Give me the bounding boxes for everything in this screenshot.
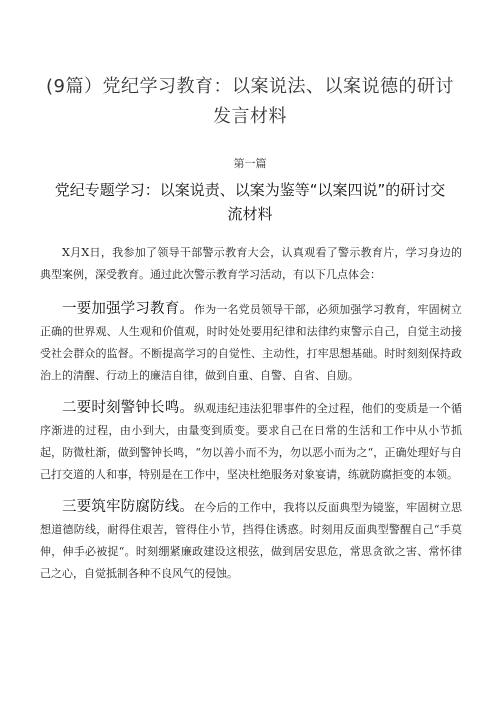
section-label: 第一篇 xyxy=(233,157,267,170)
point-paragraph-3 xyxy=(40,496,462,585)
point-text-1: 作为一名党员领导干部，必须加强学习教育，牢固树立正确的世界观、人生观和价值观，时时处处要用纪律和法律约束警示自己，自觉主动接受社会群众的监督。不断提高学习的自觉性、主动性，打牢思想基础。时时刻刻保持政治上的清醒、行动上的廉洁自律，做到自重、自警、自省、自励。 xyxy=(40,303,462,382)
point-lead-1: 一要加强学习教育。 xyxy=(62,301,195,317)
intro-paragraph: X月X日，我参加了领导干部警示教育大会，认真观看了警示教育片，学习身边的典型案例，深受教育。通过此次警示教育学习活动，有以下几点体会： xyxy=(40,246,462,281)
point-lead-3: 三要筑牢防腐防线。 xyxy=(62,499,195,515)
point-text-3: 在今后的工作中，我将以反面典型为镜鉴，牢固树立思想道德防线，耐得住艰苦，管得住小节，挡得住诱惑。时刻用反面典型警醒自己“手莫伸，伸手必被捉“。时刻绷紧廉政建设这根弦，做到居安思危，常思贪欲之害、常怀律己之心，自觉抵制各种不良风气的侵蚀。 xyxy=(40,501,462,580)
document-title: (9篇）党纪学习教育：以案说法、以案说德的研讨发言材料 xyxy=(46,76,454,127)
section-subtitle: 党纪专题学习：以案说责、以案为鉴等“以案四说”的研讨交流材料 xyxy=(54,181,446,223)
point-text-2: 纵观违纪违法犯罪事件的全过程，他们的变质是一个循序渐进的过程，由小到大，由量变到质变。要求自己在日常的生活和工作中从小节抓起，防微杜渐，做到警钟长鸣，“勿以善小而不为，勿以恶小而为之“，正确处理好与自己打交道的人和事，特别是在工作中，坚决杜绝服务对象宴请，练就防腐拒变的本领。 xyxy=(40,402,462,481)
document-body xyxy=(40,242,462,595)
point-paragraph-2 xyxy=(40,397,462,486)
point-lead-2: 二要时刻警钟长鸣。 xyxy=(62,400,195,416)
point-paragraph-1 xyxy=(40,298,462,387)
